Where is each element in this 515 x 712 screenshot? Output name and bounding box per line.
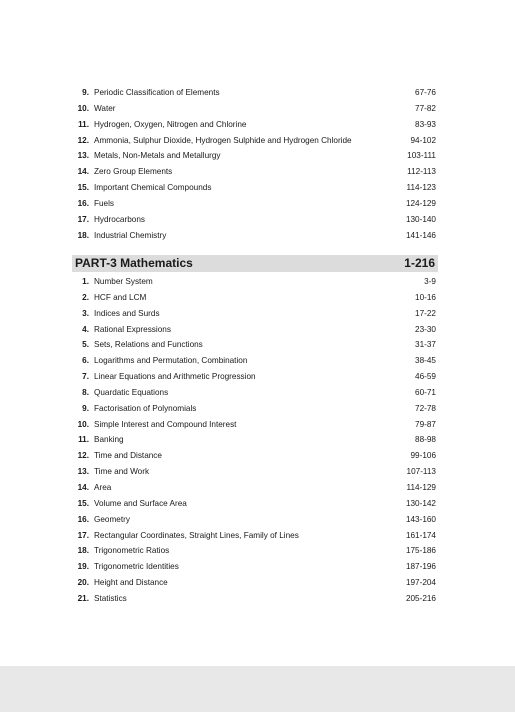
toc-row: [72, 322, 438, 338]
toc-section-mathematics: [72, 274, 438, 607]
page-range: 67-76: [415, 88, 436, 97]
page-range: 88-98: [415, 435, 436, 445]
page-range: 38-45: [415, 356, 436, 366]
page-range: 161-174: [405, 530, 436, 540]
chapter-title: Fuels: [94, 198, 115, 208]
toc-row: [72, 274, 438, 290]
page-range: 17-22: [415, 308, 436, 318]
chapter-number: 3.: [82, 308, 89, 318]
page-range: 46-59: [415, 372, 436, 382]
chapter-title: Hydrocarbons: [94, 214, 145, 224]
page-range: 60-71: [415, 387, 436, 397]
page-range: 3-9: [424, 277, 436, 286]
page-range: 130-140: [405, 214, 436, 224]
toc-row: [72, 148, 438, 164]
chapter-title: Quardatic Equations: [94, 387, 169, 397]
page-range: 205-216: [405, 593, 436, 603]
toc-row: [72, 464, 438, 480]
chapter-number: 10.: [77, 419, 89, 429]
page-range: 112-113: [407, 167, 436, 177]
chapter-title: Volume and Surface Area: [94, 498, 187, 508]
page-range: 77-82: [415, 103, 436, 113]
chapter-title: Logarithms and Permutation, Combination: [94, 356, 248, 366]
chapter-title: Trigonometric Ratios: [94, 546, 170, 556]
part-title: PART-3 Mathematics: [75, 256, 193, 270]
page-range: 83-93: [415, 119, 436, 129]
part-page-range: 1-216: [404, 256, 435, 270]
chapter-title: Trigonometric Identities: [94, 562, 179, 572]
chapter-number: 14.: [77, 482, 89, 492]
chapter-number: 1.: [82, 277, 89, 286]
toc-row: [72, 117, 438, 133]
chapter-number: 18.: [77, 546, 89, 556]
chapter-title: Time and Work: [94, 467, 150, 477]
chapter-number: 16.: [77, 198, 89, 208]
page-range: 99-106: [410, 451, 436, 461]
chapter-title: Rational Expressions: [94, 324, 171, 334]
chapter-title: Linear Equations and Arithmetic Progression: [94, 372, 256, 382]
chapter-title: Height and Distance: [94, 578, 168, 588]
page-range: 79-87: [415, 419, 436, 429]
page-range: 23-30: [415, 324, 436, 334]
chapter-title: Number System: [94, 277, 153, 286]
toc-row: [72, 417, 438, 433]
chapter-title: Geometry: [94, 514, 130, 524]
toc-row: [72, 306, 438, 322]
chapter-number: 16.: [77, 514, 89, 524]
chapter-title: Water: [94, 103, 116, 113]
toc-row: [72, 164, 438, 180]
chapter-title: Simple Interest and Compound Interest: [94, 419, 237, 429]
chapter-number: 17.: [77, 530, 89, 540]
page-range: 141-146: [405, 230, 436, 240]
chapter-number: 8.: [82, 387, 89, 397]
chapter-title: Industrial Chemistry: [94, 230, 167, 240]
chapter-number: 6.: [82, 356, 89, 366]
chapter-number: 10.: [77, 103, 89, 113]
page-range: 175-186: [405, 546, 436, 556]
chapter-number: 7.: [82, 372, 89, 382]
toc-row: [72, 591, 438, 607]
chapter-number: 2.: [82, 292, 89, 302]
chapter-number: 15.: [77, 498, 89, 508]
toc-row: [72, 196, 438, 212]
chapter-number: 15.: [77, 183, 89, 193]
chapter-title: Ammonia, Sulphur Dioxide, Hydrogen Sulphide and Hydrogen Chloride: [94, 135, 352, 145]
toc-row: [72, 559, 438, 575]
toc-row: [72, 512, 438, 528]
toc-row: [72, 480, 438, 496]
toc-row: [72, 401, 438, 417]
toc-row: [72, 432, 438, 448]
toc-row: [72, 228, 438, 244]
chapter-number: 4.: [82, 324, 89, 334]
toc-row: [72, 369, 438, 385]
page-range: 107-113: [406, 467, 436, 477]
chapter-number: 21.: [77, 593, 89, 603]
chapter-number: 11.: [78, 119, 89, 129]
page-range: 130-142: [405, 498, 436, 508]
toc-row: [72, 496, 438, 512]
toc-row: [72, 290, 438, 306]
chapter-number: 9.: [82, 403, 89, 413]
toc-row: [72, 385, 438, 401]
toc-row: [72, 101, 438, 117]
toc-row: [72, 180, 438, 196]
page-range: 114-123: [406, 183, 436, 193]
part-header: [72, 255, 438, 272]
chapter-title: Metals, Non-Metals and Metallurgy: [94, 151, 221, 161]
chapter-title: Periodic Classification of Elements: [94, 88, 220, 97]
page-range: 72-78: [415, 403, 436, 413]
chapter-number: 19.: [77, 562, 89, 572]
chapter-number: 14.: [77, 167, 89, 177]
toc-row: [72, 133, 438, 149]
page-range: 143-160: [405, 514, 436, 524]
chapter-number: 20.: [77, 578, 89, 588]
toc-row: [72, 528, 438, 544]
toc-row: [72, 575, 438, 591]
toc-row: [72, 543, 438, 559]
chapter-number: 12.: [77, 135, 89, 145]
toc-row: [72, 85, 438, 101]
page-range: 10-16: [415, 292, 436, 302]
chapter-title: Banking: [94, 435, 124, 445]
chapter-title: Area: [94, 482, 112, 492]
chapter-number: 13.: [77, 467, 89, 477]
page-range: 31-37: [415, 340, 436, 350]
chapter-number: 5.: [82, 340, 89, 350]
chapter-title: HCF and LCM: [94, 292, 147, 302]
chapter-title: Time and Distance: [94, 451, 162, 461]
toc-row: [72, 337, 438, 353]
chapter-title: Important Chemical Compounds: [94, 183, 212, 193]
chapter-number: 9.: [82, 88, 89, 97]
chapter-title: Hydrogen, Oxygen, Nitrogen and Chlorine: [94, 119, 247, 129]
chapter-number: 13.: [77, 151, 89, 161]
chapter-number: 12.: [77, 451, 89, 461]
page-range: 94-102: [410, 135, 436, 145]
page-range: 124-129: [405, 198, 436, 208]
page-range: 197-204: [405, 578, 436, 588]
page-range: 103-111: [407, 151, 436, 161]
chapter-number: 11.: [78, 435, 89, 445]
page-range: 187-196: [405, 562, 436, 572]
page-range: 114-129: [406, 482, 436, 492]
chapter-number: 18.: [77, 230, 89, 240]
chapter-title: Zero Group Elements: [94, 167, 173, 177]
toc-row: [72, 212, 438, 228]
toc-section-chemistry: [72, 85, 438, 243]
chapter-number: 17.: [77, 214, 89, 224]
toc-row: [72, 353, 438, 369]
chapter-title: Sets, Relations and Functions: [94, 340, 203, 350]
chapter-title: Factorisation of Polynomials: [94, 403, 197, 413]
chapter-title: Indices and Surds: [94, 308, 160, 318]
toc-row: [72, 448, 438, 464]
bottom-band: [0, 666, 515, 712]
chapter-title: Rectangular Coordinates, Straight Lines, Family of Lines: [94, 530, 299, 540]
chapter-title: Statistics: [94, 593, 127, 603]
